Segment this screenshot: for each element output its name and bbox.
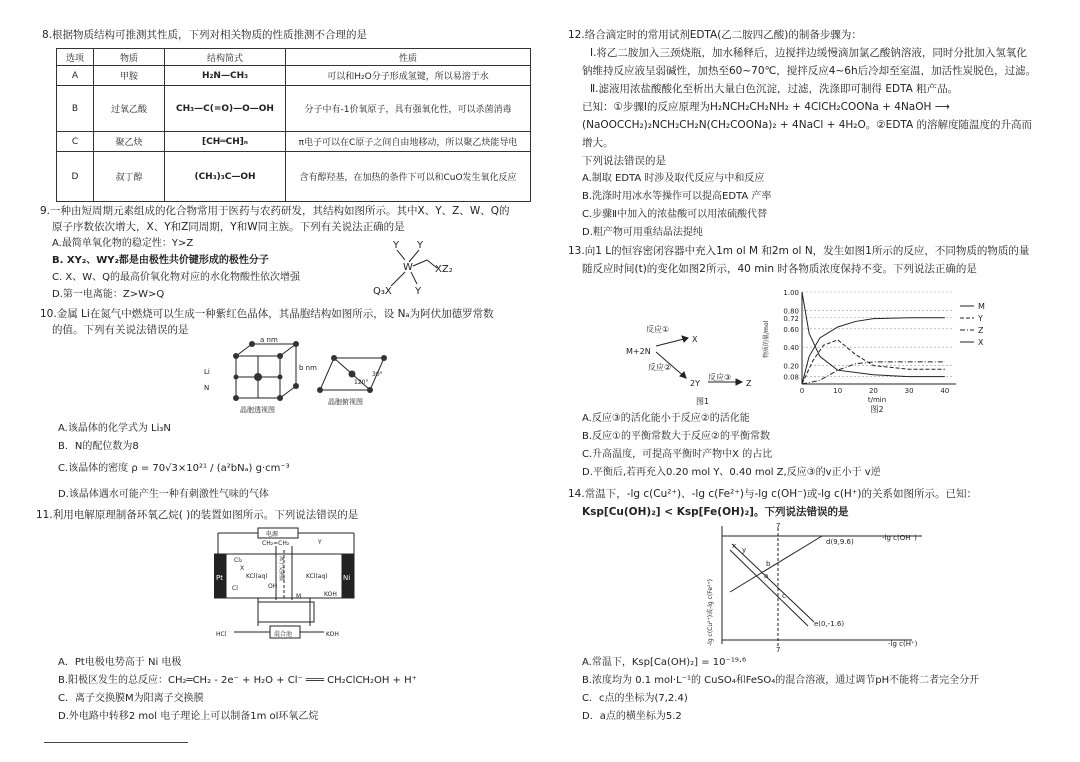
fig-label: KCl(aq) <box>246 573 268 580</box>
q10-option-a: A.该晶体的化学式为 Li₃N <box>58 423 171 434</box>
table-cell: 聚乙炔 <box>94 132 165 152</box>
table-header: 选项 <box>57 49 94 66</box>
fig-label: 120° <box>354 379 369 386</box>
q10-stem-2: 的值。下列有关说法错误的是 <box>52 324 189 336</box>
q9-option-c: C. X、W、Q的最高价氧化物对应的水化物酸性依次增强 <box>52 272 300 283</box>
fig-caption: 晶胞透视图 <box>240 406 275 414</box>
fig-label: e(0,-1.6) <box>814 620 845 628</box>
chart-y-tick-label: 0.20 <box>783 362 799 371</box>
q11-option-c: C．离子交换膜M为阳离子交换膜 <box>58 693 204 704</box>
fig-label: Y <box>417 240 424 251</box>
fig-label: X <box>692 335 698 344</box>
fig-label: Y <box>393 240 400 251</box>
table-cell: 甲胺 <box>94 66 165 86</box>
fig-label: c <box>782 592 786 600</box>
table-cell: (CH₃)₃C—OH <box>165 152 286 202</box>
q11-electrolysis-figure <box>214 526 364 646</box>
table-row <box>57 66 531 86</box>
q13-option-a: A.反应③的活化能小于反应②的活化能 <box>582 413 750 424</box>
chart-x-tick-label: 30 <box>904 387 914 395</box>
chart-y-tick-label: 1.00 <box>783 289 799 297</box>
q13-option-c: C.升高温度，可提高平衡时产物中X 的占比 <box>582 449 773 460</box>
fig-caption: 图1 <box>696 397 710 406</box>
chart-x-tick-label: 20 <box>868 387 878 395</box>
chart-series-line <box>802 340 945 384</box>
q10-option-c: C.该晶体的密度 ρ = 70√3×10²¹ / (a²bNₐ) g·cm⁻³ <box>58 463 290 474</box>
q11-option-b: B.阳极区发生的总反应：CH₂═CH₂ - 2e⁻ + H₂O + Cl⁻ ═══ CH₂ClCH₂OH + H⁺ <box>58 675 417 686</box>
q14-figure <box>702 522 942 652</box>
fig-label: 混合池 <box>274 631 293 638</box>
table-cell: B <box>57 86 94 132</box>
fig-label: M+2N <box>626 347 651 356</box>
fig-label: Li <box>204 368 210 376</box>
fig-label: Cl₂ <box>234 557 243 564</box>
chart-title: 图2 <box>870 405 884 414</box>
q11-stem: 11.利用电解原理制备环氧乙烷( )的装置如图所示。下列说法错误的是 <box>36 509 359 521</box>
q14-option-b: B.浓度均为 0.1 mol·L⁻¹的 CuSO₄和FeSO₄的混合溶液，通过调节pH不能将二者完全分开 <box>582 675 980 686</box>
table-cell: 叔丁醇 <box>94 152 165 202</box>
q13-stem-1: 13.向1 L的恒容密闭容器中充入1m ol M 和2m ol N，发生如图1所示的反应，不同物质的物质的量 <box>568 245 1030 257</box>
q11-option-a: A．Pt电极电势高于 Ni 电极 <box>58 657 182 668</box>
q10-crystal-figure <box>204 338 404 418</box>
q14-stem-2: Ksp[Cu(OH)₂] < Ksp[Fe(OH)₂]。下列说法错误的是 <box>582 506 849 518</box>
q9-stem-2: 原子序数依次增大，X、Y和Z同周期，Y和W同主族。下列有关说法正确的是 <box>52 221 405 233</box>
fig-label: HCl <box>216 631 227 638</box>
q8-table <box>56 48 531 202</box>
fig-label: Ni <box>343 574 351 582</box>
chart-y-tick-label: 0.40 <box>783 344 799 353</box>
fig-label: b nm <box>299 364 317 372</box>
fig-label: 7 <box>776 646 781 652</box>
q12-option-d: D.粗产物可用重结晶法提纯 <box>582 227 703 238</box>
q11-option-d: D.外电路中转移2 mol 电子理论上可以制备1m ol环氧乙烷 <box>58 711 319 722</box>
fig-label: 反应② <box>648 363 672 372</box>
fig-axis-label: -lg c(Cu²⁺)或-lg c(Fe²⁺) <box>707 578 714 646</box>
table-cell: H₂N—CH₃ <box>165 66 286 86</box>
q12-known-3: 增大。 <box>582 137 614 149</box>
table-header: 物质 <box>94 49 165 66</box>
q14-option-d: D．a点的横坐标为5.2 <box>582 711 682 722</box>
fig-label: Cl <box>232 585 238 592</box>
chart-legend-label: M <box>978 302 985 311</box>
q10-option-d: D.该晶体遇水可能产生一种有刺激性气味的气体 <box>58 489 269 500</box>
fig-label: OH <box>268 583 278 590</box>
q8-stem: 8.根据物质结构可推测其性质，下列对相关物质的性质推测不合理的是 <box>42 29 368 41</box>
chart-y-tick-label: 0.08 <box>783 373 799 382</box>
q12-known-1: 已知：①步骤Ⅰ的反应原理为H₂NCH₂CH₂NH₂ + 4ClCH₂COONa + 4NaOH ⟶ <box>582 101 950 113</box>
chart-y-tick-label: 0.60 <box>783 325 799 334</box>
fig-axis-label: -lg c(OH⁻) <box>882 534 917 542</box>
q13-option-b: B.反应①的平衡常数大于反应②的平衡常数 <box>582 431 770 442</box>
fig-axis-label: -lg c(H⁺) <box>888 640 918 648</box>
fig-label: Z <box>746 379 752 388</box>
table-cell: ⁅CH═CH⁆ₙ <box>165 132 286 152</box>
chart-legend-label: Y <box>978 314 983 323</box>
fig-label: W <box>403 262 413 273</box>
fig-label: X <box>240 565 245 572</box>
q9-option-a: A.最简单氧化物的稳定性：Y>Z <box>52 238 194 249</box>
fig-label: Y <box>318 539 322 546</box>
footnote-divider <box>44 742 188 743</box>
fig-label: 7 <box>776 522 781 530</box>
fig-label: 电源 <box>266 531 279 538</box>
fig-label: 30° <box>372 371 383 378</box>
chart-x-tick-label: 0 <box>799 387 805 395</box>
table-cell: CH₃—C(=O)—O—OH <box>165 86 286 132</box>
q10-option-b: B．N的配位数为8 <box>58 441 139 452</box>
fig-label: b <box>766 560 771 568</box>
table-row <box>57 86 531 132</box>
q9-option-b: B. XY₂、WY₂都是由极性共价键形成的极性分子 <box>52 255 269 266</box>
q10-stem-1: 10.金属 Li在氮气中燃烧可以生成一种紫红色晶体，其晶胞结构如图所示，设 Nₐ为阿伏加德罗常数 <box>40 308 494 320</box>
table-cell: 过氧乙酸 <box>94 86 165 132</box>
q13-option-d: D.平衡后,若再充入0.20 mol Y、0.40 mol Z,反应③的v正小于 v逆 <box>582 467 881 478</box>
table-cell: C <box>57 132 94 152</box>
chart-legend-label: Z <box>978 326 984 335</box>
fig-label: XZ₂ <box>435 264 453 275</box>
fig-label: N <box>204 384 210 392</box>
q12-option-b: B.洗涤时用冰水等操作可以提高EDTA 产率 <box>582 191 772 202</box>
table-cell: π电子可以在C原子之间自由地移动，所以聚乙炔能导电 <box>286 132 531 152</box>
chart-x-tick-label: 40 <box>940 387 950 395</box>
chart-y-axis-label: 物质的量/mol <box>763 320 770 358</box>
q12-step1-b: 钠维持反应液呈弱碱性，加热至60~70℃，搅拌反应4~6h后冷却至室温，加活性炭脱色，过滤。 <box>582 65 1037 77</box>
fig-caption: 晶胞俯视图 <box>328 398 363 406</box>
q12-step2: Ⅱ.滤液用浓盐酸酸化至析出大量白色沉淀，过滤，洗涤即可制得 EDTA 粗产品。 <box>590 83 959 95</box>
fig-label: Y <box>415 286 422 297</box>
chart-legend-label: X <box>978 338 984 347</box>
chart-series-line <box>802 292 945 377</box>
q14-stem-1: 14.常温下，-lg c(Cu²⁺)、-lg c(Fe²⁺)与-lg c(OH⁻)或-lg c(H⁺)的关系如图所示。已知： <box>568 488 977 500</box>
fig-label: y <box>742 546 747 554</box>
q13-figure-1 <box>626 320 756 408</box>
fig-label: Pt <box>216 574 223 582</box>
chart-x-tick-label: 10 <box>833 387 843 395</box>
q12-option-a: A.制取 EDTA 时涉及取代反应与中和反应 <box>582 173 765 184</box>
chart-y-tick-label: 0.80 <box>783 307 799 316</box>
q13-figure-2-chart <box>758 286 990 414</box>
fig-label: 反应③ <box>708 373 732 382</box>
fig-label: a nm <box>260 338 278 344</box>
q13-stem-2: 随反应时间(t)的变化如图2所示，40 min 时各物质浓度保持不变。下列说法正确的是 <box>582 263 977 275</box>
q12-stem: 12.络合滴定时的常用试剂EDTA(乙二胺四乙酸)的制备步骤为： <box>568 29 862 41</box>
chart-x-axis-label: t/min <box>867 396 887 404</box>
table-cell: 可以和H₂O分子形成氢键，所以易溶于水 <box>286 66 531 86</box>
chart-series-line <box>802 318 945 384</box>
fig-label: KOH <box>324 591 337 598</box>
table-header-row <box>57 49 531 66</box>
q9-stem-1: 9.一种由短周期元素组成的化合物常用于医药与农药研发，其结构如图所示。其中X、Y、Z、W、Q的 <box>40 205 510 217</box>
fig-label: 离子交换膜 <box>278 556 284 582</box>
q14-option-c: C．c点的坐标为(7,2.4) <box>582 693 688 704</box>
table-row <box>57 132 531 152</box>
fig-label: 2Y <box>690 379 700 388</box>
q12-known-2: (NaOOCCH₂)₂NCH₂CH₂N(CH₂COONa)₂ + 4NaCl + 4H₂O。②EDTA 的溶解度随温度的升高而 <box>582 119 1033 131</box>
chart-y-tick-label: 0.72 <box>783 314 799 323</box>
q9-structure-figure <box>369 238 484 300</box>
q12-step1-a: Ⅰ.将乙二胺加入三颈烧瓶，加水稀释后，边搅拌边缓慢滴加氯乙酸钠溶液，同时分批加入氢氧化 <box>590 47 1027 59</box>
fig-label: d(9,9.6) <box>826 538 854 546</box>
fig-label: KCl(aq) <box>306 573 328 580</box>
table-cell: 分子中有-1价氧原子，具有强氧化性，可以杀菌消毒 <box>286 86 531 132</box>
table-cell: 含有醇羟基，在加热的条件下可以和CuO发生氧化反应 <box>286 152 531 202</box>
fig-label: Q₃X <box>373 286 392 297</box>
fig-label: a <box>764 572 769 580</box>
table-cell: D <box>57 152 94 202</box>
q9-option-d: D.第一电离能：Z>W>Q <box>52 289 165 300</box>
table-header: 性质 <box>286 49 531 66</box>
q12-ask: 下列说法错误的是 <box>582 155 666 167</box>
q12-option-c: C.步骤Ⅱ中加入的浓盐酸可以用浓硫酸代替 <box>582 209 768 220</box>
fig-label: M <box>296 593 302 600</box>
table-header: 结构简式 <box>165 49 286 66</box>
fig-label: x <box>732 542 737 550</box>
table-row <box>57 152 531 202</box>
fig-label: 反应① <box>646 325 670 334</box>
fig-label: CH₂=CH₂ <box>262 540 290 547</box>
fig-label: KOH <box>326 631 339 638</box>
q14-option-a: A.常温下，Ksp[Ca(OH)₂] = 10⁻¹⁹·⁶ <box>582 657 747 668</box>
table-cell: A <box>57 66 94 86</box>
